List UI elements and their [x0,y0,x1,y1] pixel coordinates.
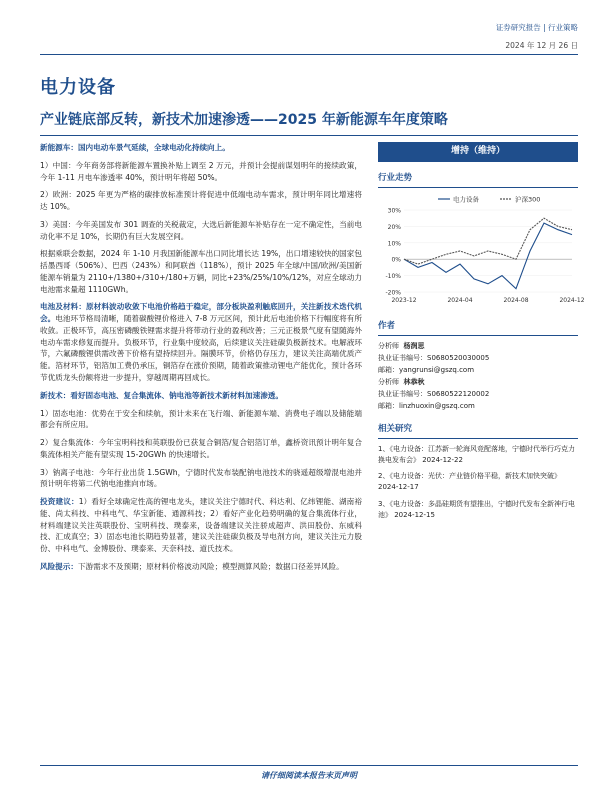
paragraph: 3）钠离子电池：今年行业出货 1.5GWh，宁德时代发布装配钠电池技术的骁遥超级增混电池并预计明年将第二代钠电池推向市场。 [40,467,362,489]
analyst-cert: 执业证书编号：S0680520030005 [378,354,490,363]
section-head: 风险提示： [40,561,78,571]
paragraph: 1）看好全球确定性高的锂电龙头，建议关注宁德时代、科达利、亿纬锂能、湖南裕能、尚太科技、中科电气、华宝新能、通源科技；2）看好产业化趋势明确的复合集流体行业，材料端建议关注英联股份、宝明科技、璞泰来，设备端建议关注骄成超声、洪田股份、东威科技、汇成真空；3）固态电池长期趋势显著，建议关注硅碳负极及导电剂方向，建议关注元力股份、中科电气、金博股份、璞泰来、天奈科技、道氏技术。 [40,497,363,554]
paragraph: 1）中国：今年商务部将新能源车置换补贴上调至 2 万元，并预计会提前谋划明年的接续政策，今年 1-11 月电车渗透率 40%，预计明年将超 50%。 [40,160,362,182]
section-head: 投资建议： [40,497,79,507]
paragraph: 电池环节格局清晰，随着碳酸锂价格进入 7-8 万元区间，预计此后电池价格下行幅度将有所收敛。正极环节，高压密磷酸铁锂需求提升将带动行业的盈利改善；三元正极景气度有望随海外电动车需求修复而提升。负极环节，行业集中度较高，后续建议关注硅碳负极新技术。电解液环节，六氟磷酸锂供需改善下价格有望持续回升。隔膜环节，价格仍存压力，建议关注高端优质产能。箔材环节，铝箔加工费仍承压，铜箔存在涨价预期，随着政策推动锂电产能优化，预计各环节优质龙头份额将进一步提升，穿越周期再回成长。 [40,314,363,383]
related-heading: 相关研究 [378,423,578,439]
y-tick-label: 20% [387,224,401,232]
y-tick-label: -20% [385,289,401,297]
header [496,22,578,51]
y-tick-label: 30% [387,207,401,215]
analyst-block [378,341,578,412]
analyst-email[interactable]: 邮箱：linzhuoxin@gszq.com [378,401,475,410]
analyst-heading: 作者 [378,320,578,336]
legend-label: 沪深300 [515,195,541,204]
paragraph: 下游需求不及预期；原材料价格波动风险；模型测算风险；数据口径差异风险。 [77,561,344,571]
trend-chart-svg [378,192,585,310]
paragraph: 1）固态电池：优势在于安全和续航，预计未来在飞行端、新能源车端、消费电子端以及储能端都会有所应用。 [40,408,362,430]
trend-heading: 行业走势 [378,172,578,188]
analyst-role: 分析师 [378,377,399,386]
report-tag: 证券研究报告 | 行业策略 [495,23,578,32]
analyst-email[interactable]: 邮箱：yangrunsi@gszq.com [378,366,475,375]
rating-badge: 增持（维持） [378,142,578,162]
sector-title: 电力设备 [40,77,116,98]
series-line [404,223,572,289]
x-tick-label: 2024-12 [559,297,585,305]
related-item[interactable]: 1、《电力设备：江苏新一轮海风竞配落地，宁德时代举行巧克力换电发布会》 2024-12-22 [378,444,575,464]
section-head: 电池及材料：原材料波动收敛下电池价格趋于稳定，部分板块盈利触底回升，关注新技术迭代机会。 [40,302,362,324]
divider [40,54,578,55]
sidebar [378,142,585,521]
y-tick-label: 0% [391,256,401,264]
x-tick-label: 2024-08 [503,297,529,305]
analyst-cert: 执业证书编号：S0680522120002 [378,389,490,398]
section-head: 新能源车：国内电动车景气延续，全球电动化持续向上。 [40,143,230,152]
report-date: 2024 年 12 月 26 日 [505,40,578,50]
y-tick-label: 10% [387,240,401,248]
footer-disclaimer: 请仔细阅读本报告末页声明 [40,765,578,782]
paragraph: 3）美国：今年美国发布 301 调查的关税裁定，大选后新能源车补贴存在一定不确定性，当前电动化率不足 10%，长期仍有巨大发展空间。 [40,219,362,241]
x-tick-label: 2024-04 [447,297,473,305]
section-head: 新技术：看好固态电池、复合集流体、钠电池等新技术新材料加速渗透。 [40,390,283,400]
x-tick-label: 2023-12 [391,297,417,305]
paragraph: 2）复合集流体：今年宝明科技和英联股份已获复合铜箔/复合铝箔订单，鑫桥资讯预计明年复合集流体相关产能有望实现 15-20GWh 的快速增长。 [40,438,362,459]
analyst-name: 林恭秋 [403,377,425,386]
analyst-role: 分析师 [378,342,399,351]
paragraph: 2）欧洲：2025 年更为严格的碳排放标准预计将促进中低端电动车需求，预计明年同比增速将达 10%。 [40,190,362,212]
related-list [378,444,578,521]
series-line [404,218,572,264]
trend-chart [378,192,585,310]
related-item[interactable]: 2、《电力设备：光伏：产业链价格平稳，新技术加快突破》 2024-12-17 [378,472,561,492]
main-body [40,142,362,579]
y-tick-label: -10% [385,273,401,281]
related-item[interactable]: 3、《电力设备：多晶硅期货有望推出，宁德时代发布全新神行电池》 2024-12-15 [378,499,575,519]
report-title: 产业链底部反转，新技术加速渗透——2025 年新能源车年度策略 [40,112,448,128]
divider [40,135,578,136]
paragraph: 根据乘联会数据，2024 年 1-10 月我国新能源车出口同比增长达 19%，出口增速较快的国家包括墨西哥（506%）、巴西（243%）和阿联酋（118%），预计 2025 年全球/中国/欧洲/美国新能源车销量为 2110+/1380+/310+/180+万辆，同比+23%/25%/10%/12%，对应全球动力电池需求量超 1110GWh。 [40,249,362,294]
legend-label: 电力设备 [453,195,479,204]
analyst-name: 杨润思 [403,342,425,351]
